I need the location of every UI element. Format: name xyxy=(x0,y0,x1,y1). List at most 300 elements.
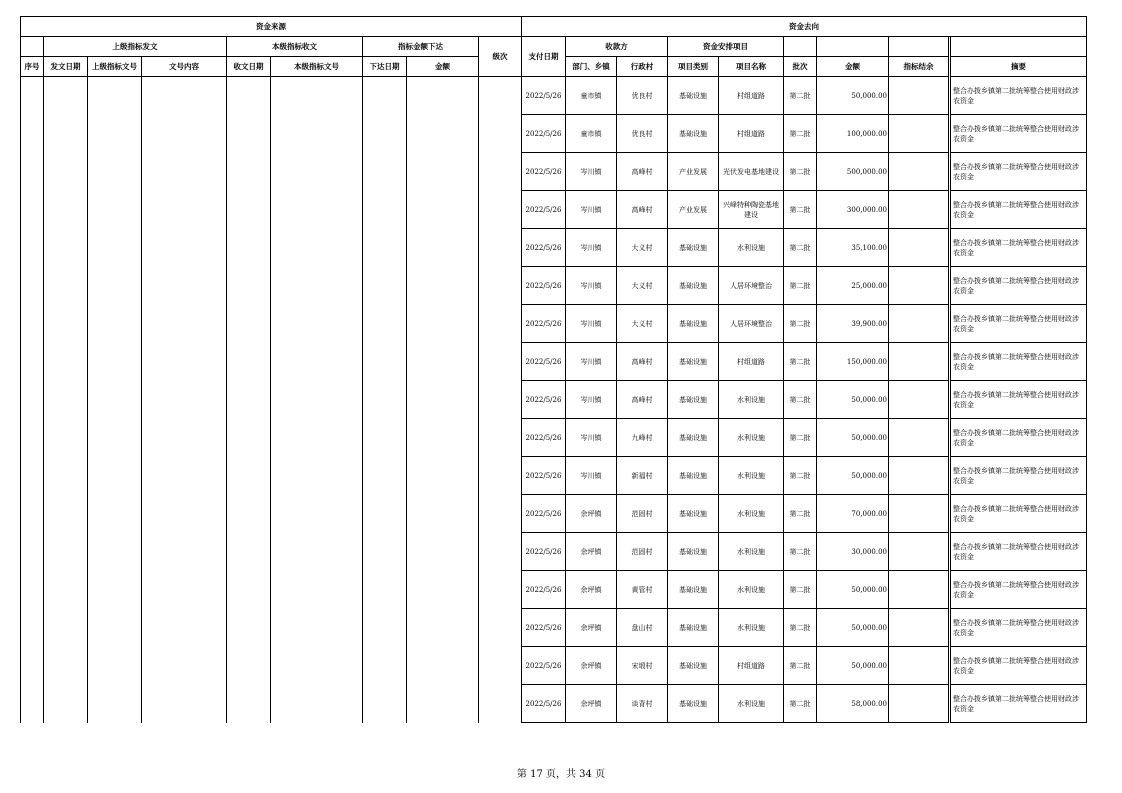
source-empty-cell xyxy=(227,343,271,381)
batch-cell: 第二批 xyxy=(784,647,817,685)
source-empty-cell xyxy=(363,457,407,495)
village-cell: 范固村 xyxy=(617,495,668,533)
source-empty-cell xyxy=(44,191,88,229)
source-empty-cell xyxy=(142,685,227,723)
pay-date-cell: 2022/5/26 xyxy=(522,685,566,723)
project-type-header: 项目类别 xyxy=(668,57,719,77)
source-empty-cell xyxy=(271,153,363,191)
pay-date-cell: 2022/5/26 xyxy=(522,77,566,115)
summary-cell: 整合办拨乡镇第二批统筹整合使用财政涉农资金 xyxy=(951,419,1087,457)
summary-cell: 整合办拨乡镇第二批统筹整合使用财政涉农资金 xyxy=(951,191,1087,229)
source-empty-cell xyxy=(88,533,142,571)
source-empty-cell xyxy=(227,419,271,457)
source-empty-cell xyxy=(363,115,407,153)
pay-date-cell: 2022/5/26 xyxy=(522,343,566,381)
source-empty-cell xyxy=(142,229,227,267)
village-cell: 盘山村 xyxy=(617,609,668,647)
source-empty-cell xyxy=(88,495,142,533)
project-name-cell: 水利设施 xyxy=(719,495,784,533)
issue-down-date-header: 下达日期 xyxy=(363,57,407,77)
source-empty-cell xyxy=(44,609,88,647)
project-name-cell: 兴峰特种陶瓷基地建设 xyxy=(719,191,784,229)
amount-cell: 50,000.00 xyxy=(817,609,889,647)
source-empty-cell xyxy=(142,305,227,343)
source-empty-cell xyxy=(407,77,479,115)
amount-cell: 25,000.00 xyxy=(817,267,889,305)
project-name-cell: 水利设施 xyxy=(719,457,784,495)
source-empty-cell xyxy=(479,381,522,419)
source-empty-cell xyxy=(44,647,88,685)
balance-cell xyxy=(889,153,949,191)
source-empty-cell xyxy=(479,229,522,267)
source-empty-cell xyxy=(44,115,88,153)
summary-cell: 整合办拨乡镇第二批统筹整合使用财政涉农资金 xyxy=(951,229,1087,267)
town-cell: 岑川镇 xyxy=(566,229,617,267)
level-header: 级次 xyxy=(479,37,522,77)
source-empty-cell xyxy=(142,495,227,533)
source-empty-cell xyxy=(142,115,227,153)
source-empty-cell xyxy=(479,647,522,685)
upper-issue-header: 上级指标发文 xyxy=(44,37,227,57)
source-empty-cell xyxy=(407,647,479,685)
source-empty-cell xyxy=(44,419,88,457)
issue-date-header: 发文日期 xyxy=(44,57,88,77)
town-cell: 岑川镇 xyxy=(566,267,617,305)
source-empty-cell xyxy=(88,419,142,457)
balance-cell xyxy=(889,343,949,381)
source-empty-cell xyxy=(88,77,142,115)
source-empty-cell xyxy=(407,343,479,381)
summary-cell: 整合办拨乡镇第二批统筹整合使用财政涉农资金 xyxy=(951,571,1087,609)
amount-cell: 50,000.00 xyxy=(817,571,889,609)
town-cell: 岑川镇 xyxy=(566,191,617,229)
pay-date-cell: 2022/5/26 xyxy=(522,229,566,267)
project-name-cell: 村组道路 xyxy=(719,115,784,153)
town-cell: 余坪镇 xyxy=(566,609,617,647)
source-empty-cell xyxy=(44,381,88,419)
amount-cell: 50,000.00 xyxy=(817,77,889,115)
source-empty-cell xyxy=(407,381,479,419)
village-cell: 谈背村 xyxy=(617,685,668,723)
source-empty-cell xyxy=(363,533,407,571)
balance-cell xyxy=(889,267,949,305)
source-empty-cell xyxy=(142,419,227,457)
balance-cell xyxy=(889,419,949,457)
village-cell: 优良村 xyxy=(617,77,668,115)
source-empty-cell xyxy=(227,495,271,533)
town-cell: 岑川镇 xyxy=(566,305,617,343)
batch-cell: 第二批 xyxy=(784,115,817,153)
town-cell: 余坪镇 xyxy=(566,647,617,685)
table-row xyxy=(21,229,1087,267)
destination-header: 资金去向 xyxy=(522,17,1087,37)
source-empty-cell xyxy=(227,457,271,495)
pay-date-cell: 2022/5/26 xyxy=(522,571,566,609)
source-empty-cell xyxy=(88,343,142,381)
amount-cell: 58,000.00 xyxy=(817,685,889,723)
table-row xyxy=(21,115,1087,153)
balance-cell xyxy=(889,305,949,343)
project-name-cell: 水利设施 xyxy=(719,609,784,647)
summary-header: 摘要 xyxy=(951,57,1087,77)
source-empty-cell xyxy=(44,229,88,267)
project-type-cell: 基础设施 xyxy=(668,647,719,685)
source-empty-cell xyxy=(21,571,44,609)
local-receive-header: 本级指标收文 xyxy=(227,37,363,57)
source-empty-cell xyxy=(88,153,142,191)
project-type-cell: 基础设施 xyxy=(668,343,719,381)
source-empty-cell xyxy=(227,647,271,685)
balance-cell xyxy=(889,381,949,419)
source-empty-cell xyxy=(407,305,479,343)
project-type-cell: 基础设施 xyxy=(668,77,719,115)
source-empty-cell xyxy=(479,571,522,609)
project-name-cell: 水利设施 xyxy=(719,229,784,267)
source-empty-cell xyxy=(407,153,479,191)
project-name-cell: 人居环境整治 xyxy=(719,305,784,343)
pay-date-cell: 2022/5/26 xyxy=(522,609,566,647)
source-empty-cell xyxy=(44,343,88,381)
table-row xyxy=(21,419,1087,457)
project-name-cell: 村组道路 xyxy=(719,647,784,685)
amount-cell: 50,000.00 xyxy=(817,647,889,685)
source-empty-cell xyxy=(363,419,407,457)
source-empty-cell xyxy=(227,229,271,267)
town-cell: 童市镇 xyxy=(566,77,617,115)
batch-cell: 第二批 xyxy=(784,305,817,343)
source-empty-cell xyxy=(21,343,44,381)
summary-cell: 整合办拨乡镇第二批统筹整合使用财政涉农资金 xyxy=(951,685,1087,723)
source-empty-cell xyxy=(142,153,227,191)
batch-cell: 第二批 xyxy=(784,381,817,419)
source-empty-cell xyxy=(44,685,88,723)
source-empty-cell xyxy=(407,457,479,495)
balance-cell xyxy=(889,571,949,609)
source-empty-cell xyxy=(21,229,44,267)
page-number: 第 17 页，共 34 页 xyxy=(516,769,606,780)
balance-cell xyxy=(889,115,949,153)
source-empty-cell xyxy=(271,343,363,381)
source-empty-cell xyxy=(21,191,44,229)
project-type-cell: 基础设施 xyxy=(668,115,719,153)
batch-cell: 第二批 xyxy=(784,419,817,457)
amount-issue-header: 指标金额下达 xyxy=(363,37,479,57)
town-cell: 岑川镇 xyxy=(566,457,617,495)
batch-cell: 第二批 xyxy=(784,609,817,647)
source-empty-cell xyxy=(227,533,271,571)
seq-header: 序号 xyxy=(21,57,44,77)
batch-cell: 第二批 xyxy=(784,229,817,267)
source-empty-cell xyxy=(227,381,271,419)
pay-date-cell: 2022/5/26 xyxy=(522,267,566,305)
table-row xyxy=(21,495,1087,533)
batch-cell: 第二批 xyxy=(784,191,817,229)
source-empty-cell xyxy=(142,647,227,685)
source-empty-cell xyxy=(88,115,142,153)
project-name-cell: 水利设施 xyxy=(719,571,784,609)
source-empty-cell xyxy=(21,647,44,685)
source-empty-cell xyxy=(363,571,407,609)
table-row xyxy=(21,571,1087,609)
source-empty-cell xyxy=(271,571,363,609)
source-empty-cell xyxy=(44,153,88,191)
project-type-cell: 基础设施 xyxy=(668,495,719,533)
amount-cell: 70,000.00 xyxy=(817,495,889,533)
source-empty-cell xyxy=(88,685,142,723)
source-empty-cell xyxy=(407,495,479,533)
village-cell: 宋塅村 xyxy=(617,647,668,685)
source-empty-cell xyxy=(407,533,479,571)
batch-header: 批次 xyxy=(784,57,817,77)
summary-cell: 整合办拨乡镇第二批统筹整合使用财政涉农资金 xyxy=(951,647,1087,685)
project-name-cell: 水利设施 xyxy=(719,419,784,457)
source-empty-cell xyxy=(363,647,407,685)
pay-amount-header: 金额 xyxy=(817,57,889,77)
project-type-cell: 基础设施 xyxy=(668,571,719,609)
table-row xyxy=(21,267,1087,305)
table-row xyxy=(21,191,1087,229)
amount-cell: 100,000.00 xyxy=(817,115,889,153)
pay-date-cell: 2022/5/26 xyxy=(522,533,566,571)
source-empty-cell xyxy=(227,267,271,305)
source-empty-cell xyxy=(479,609,522,647)
source-empty-cell xyxy=(271,609,363,647)
source-empty-cell xyxy=(271,191,363,229)
source-empty-cell xyxy=(88,229,142,267)
source-empty-cell xyxy=(21,267,44,305)
source-empty-cell xyxy=(407,229,479,267)
batch-cell: 第二批 xyxy=(784,685,817,723)
village-cell: 高峰村 xyxy=(617,191,668,229)
source-empty-cell xyxy=(271,647,363,685)
balance-cell xyxy=(889,685,949,723)
source-empty-cell xyxy=(88,191,142,229)
source-empty-cell xyxy=(21,457,44,495)
source-empty-cell xyxy=(479,495,522,533)
source-empty-cell xyxy=(227,77,271,115)
receive-date-header: 收文日期 xyxy=(227,57,271,77)
batch-cell: 第二批 xyxy=(784,267,817,305)
source-empty-cell xyxy=(227,305,271,343)
upper-doc-no-header: 上级指标文号 xyxy=(88,57,142,77)
source-empty-cell xyxy=(363,609,407,647)
balance-cell xyxy=(889,77,949,115)
source-empty-cell xyxy=(21,533,44,571)
village-cell: 范固村 xyxy=(617,533,668,571)
project-type-cell: 基础设施 xyxy=(668,419,719,457)
village-cell: 高峰村 xyxy=(617,343,668,381)
summary-cell: 整合办拨乡镇第二批统筹整合使用财政涉农资金 xyxy=(951,153,1087,191)
source-empty-cell xyxy=(44,495,88,533)
project-name-cell: 水利设施 xyxy=(719,533,784,571)
balance-cell xyxy=(889,533,949,571)
table-row xyxy=(21,685,1087,723)
fund-ledger-table xyxy=(20,16,1087,723)
pay-date-cell: 2022/5/26 xyxy=(522,115,566,153)
amount-cell: 300,000.00 xyxy=(817,191,889,229)
project-name-cell: 光伏发电基地建设 xyxy=(719,153,784,191)
source-empty-cell xyxy=(271,305,363,343)
village-cell: 九峰村 xyxy=(617,419,668,457)
village-cell: 优良村 xyxy=(617,115,668,153)
summary-cell: 整合办拨乡镇第二批统筹整合使用财政涉农资金 xyxy=(951,77,1087,115)
town-cell: 岑川镇 xyxy=(566,381,617,419)
source-empty-cell xyxy=(227,153,271,191)
village-cell: 大义村 xyxy=(617,229,668,267)
pay-date-cell: 2022/5/26 xyxy=(522,153,566,191)
summary-cell: 整合办拨乡镇第二批统筹整合使用财政涉农资金 xyxy=(951,343,1087,381)
project-name-cell: 村组道路 xyxy=(719,343,784,381)
source-empty-cell xyxy=(479,191,522,229)
amount-cell: 30,000.00 xyxy=(817,533,889,571)
source-empty-cell xyxy=(21,77,44,115)
table-row xyxy=(21,305,1087,343)
source-empty-cell xyxy=(271,495,363,533)
pay-date-header: 支付日期 xyxy=(522,37,566,77)
village-header: 行政村 xyxy=(617,57,668,77)
source-empty-cell xyxy=(363,153,407,191)
table-row xyxy=(21,343,1087,381)
amount-cell: 35,100.00 xyxy=(817,229,889,267)
project-type-cell: 基础设施 xyxy=(668,381,719,419)
project-type-cell: 基础设施 xyxy=(668,305,719,343)
amount-cell: 50,000.00 xyxy=(817,457,889,495)
batch-cell: 第二批 xyxy=(784,495,817,533)
village-cell: 黄管村 xyxy=(617,571,668,609)
local-doc-no-header: 本级指标文号 xyxy=(271,57,363,77)
source-empty-cell xyxy=(363,77,407,115)
pay-date-cell: 2022/5/26 xyxy=(522,457,566,495)
source-empty-cell xyxy=(44,533,88,571)
summary-cell: 整合办拨乡镇第二批统筹整合使用财政涉农资金 xyxy=(951,495,1087,533)
source-empty-cell xyxy=(227,685,271,723)
amount-cell: 50,000.00 xyxy=(817,381,889,419)
source-empty-cell xyxy=(271,685,363,723)
project-name-cell: 村组道路 xyxy=(719,77,784,115)
balance-cell xyxy=(889,229,949,267)
table-row xyxy=(21,153,1087,191)
source-empty-cell xyxy=(271,267,363,305)
balance-cell xyxy=(889,191,949,229)
project-type-cell: 基础设施 xyxy=(668,609,719,647)
balance-cell xyxy=(889,609,949,647)
source-empty-cell xyxy=(479,343,522,381)
source-empty-cell xyxy=(363,267,407,305)
table-row xyxy=(21,77,1087,115)
project-name-cell: 人居环境整治 xyxy=(719,267,784,305)
source-empty-cell xyxy=(479,153,522,191)
source-empty-cell xyxy=(407,115,479,153)
table-row xyxy=(21,533,1087,571)
source-empty-cell xyxy=(363,229,407,267)
source-empty-cell xyxy=(271,419,363,457)
source-empty-cell xyxy=(142,381,227,419)
town-cell: 岑川镇 xyxy=(566,419,617,457)
table-row xyxy=(21,457,1087,495)
source-empty-cell xyxy=(88,267,142,305)
source-empty-cell xyxy=(407,685,479,723)
amount-cell: 150,000.00 xyxy=(817,343,889,381)
batch-cell: 第二批 xyxy=(784,571,817,609)
village-cell: 大义村 xyxy=(617,267,668,305)
summary-cell: 整合办拨乡镇第二批统筹整合使用财政涉农资金 xyxy=(951,533,1087,571)
balance-header: 指标结余 xyxy=(889,57,949,77)
pay-date-cell: 2022/5/26 xyxy=(522,305,566,343)
source-empty-cell xyxy=(142,571,227,609)
source-empty-cell xyxy=(363,343,407,381)
table-row xyxy=(21,609,1087,647)
source-empty-cell xyxy=(479,419,522,457)
summary-cell: 整合办拨乡镇第二批统筹整合使用财政涉农资金 xyxy=(951,609,1087,647)
project-type-cell: 基础设施 xyxy=(668,533,719,571)
source-empty-cell xyxy=(142,343,227,381)
source-empty-cell xyxy=(479,685,522,723)
source-empty-cell xyxy=(407,609,479,647)
town-cell: 岑川镇 xyxy=(566,343,617,381)
dept-town-header: 部门、乡镇 xyxy=(566,57,617,77)
project-type-cell: 基础设施 xyxy=(668,229,719,267)
source-empty-cell xyxy=(88,457,142,495)
pay-date-cell: 2022/5/26 xyxy=(522,381,566,419)
pay-date-cell: 2022/5/26 xyxy=(522,495,566,533)
source-empty-cell xyxy=(363,305,407,343)
town-cell: 岑川镇 xyxy=(566,153,617,191)
source-empty-cell xyxy=(407,191,479,229)
batch-cell: 第二批 xyxy=(784,77,817,115)
source-empty-cell xyxy=(44,77,88,115)
batch-cell: 第二批 xyxy=(784,533,817,571)
amount-cell: 50,000.00 xyxy=(817,419,889,457)
batch-cell: 第二批 xyxy=(784,153,817,191)
source-empty-cell xyxy=(479,457,522,495)
balance-cell xyxy=(889,647,949,685)
town-cell: 余坪镇 xyxy=(566,495,617,533)
summary-cell: 整合办拨乡镇第二批统筹整合使用财政涉农资金 xyxy=(951,115,1087,153)
village-cell: 大义村 xyxy=(617,305,668,343)
batch-cell: 第二批 xyxy=(784,343,817,381)
source-empty-cell xyxy=(479,115,522,153)
project-name-cell: 水利设施 xyxy=(719,381,784,419)
project-name-header: 项目名称 xyxy=(719,57,784,77)
project-type-cell: 产业发展 xyxy=(668,153,719,191)
source-empty-cell xyxy=(363,495,407,533)
source-empty-cell xyxy=(88,381,142,419)
amount-header: 金额 xyxy=(407,57,479,77)
source-empty-cell xyxy=(21,419,44,457)
source-empty-cell xyxy=(227,609,271,647)
project-type-cell: 产业发展 xyxy=(668,191,719,229)
source-empty-cell xyxy=(88,647,142,685)
source-empty-cell xyxy=(271,77,363,115)
village-cell: 新福村 xyxy=(617,457,668,495)
source-empty-cell xyxy=(21,305,44,343)
source-empty-cell xyxy=(142,609,227,647)
source-empty-cell xyxy=(227,115,271,153)
source-empty-cell xyxy=(479,533,522,571)
source-empty-cell xyxy=(363,685,407,723)
source-empty-cell xyxy=(227,571,271,609)
source-empty-cell xyxy=(21,381,44,419)
source-empty-cell xyxy=(271,115,363,153)
town-cell: 余坪镇 xyxy=(566,533,617,571)
source-empty-cell xyxy=(142,457,227,495)
town-cell: 余坪镇 xyxy=(566,571,617,609)
town-cell: 童市镇 xyxy=(566,115,617,153)
source-empty-cell xyxy=(271,533,363,571)
village-cell: 高峰村 xyxy=(617,381,668,419)
town-cell: 余坪镇 xyxy=(566,685,617,723)
summary-cell: 整合办拨乡镇第二批统筹整合使用财政涉农资金 xyxy=(951,305,1087,343)
